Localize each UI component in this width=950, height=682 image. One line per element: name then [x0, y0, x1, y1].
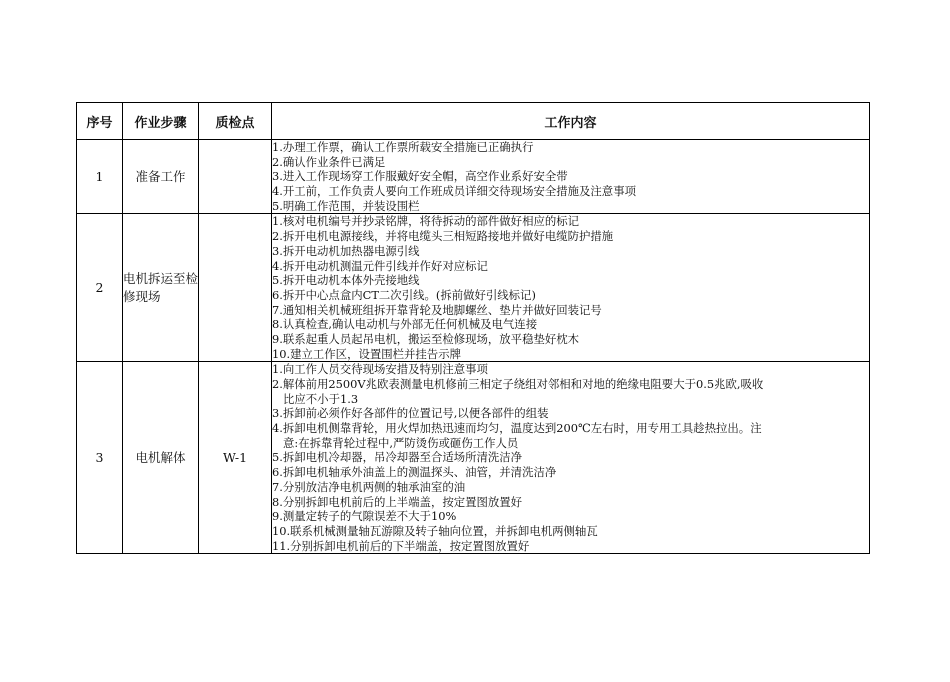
content-line: 9.联系起重人员起吊电机，搬运至检修现场，放平稳垫好枕木	[272, 331, 580, 346]
content-line: 4.开工前，工作负责人要向工作班成员详细交待现场安全措施及注意事项	[272, 184, 636, 199]
header-no: 序号	[77, 103, 123, 140]
header-qc: 质检点	[199, 103, 272, 140]
content-line: 4.拆开电动机测温元件引线并作好对应标记	[272, 258, 488, 273]
row-number: 3	[77, 362, 123, 554]
content-line: 5.拆开电动机本体外壳接地线	[272, 273, 420, 288]
row-number: 1	[77, 140, 123, 214]
content-line: 8.分别拆卸电机前后的上半端盖，按定置图放置好	[272, 494, 523, 509]
content-line: 3.进入工作现场穿工作服戴好安全帽，高空作业系好安全带	[272, 169, 568, 184]
table-row	[77, 140, 870, 214]
header-row	[77, 103, 870, 140]
header-content: 工作内容	[272, 103, 870, 140]
content-line: 9.测量定转子的气隙误差不大于10%	[272, 509, 457, 524]
table-row	[77, 214, 870, 362]
header-step: 作业步骤	[123, 103, 199, 140]
content-line: 6.拆开中心点盒内CT二次引线。(拆前做好引线标记)	[272, 287, 536, 302]
content-line: 7.分别放洁净电机两侧的轴承油室的油	[272, 479, 466, 494]
content-line: 10.建立工作区，设置围栏并挂告示牌	[272, 346, 461, 361]
qc-point	[199, 214, 272, 362]
step-name: 电机拆运至检修现场	[123, 214, 199, 362]
qc-point: W-1	[199, 362, 272, 554]
work-content	[272, 140, 870, 214]
content-line: 3.拆卸前必须作好各部件的位置记号,以便各部件的组装	[272, 406, 549, 421]
content-line: 8.认真检查,确认电动机与外部无任何机械及电气连接	[272, 317, 538, 332]
step-name: 电机解体	[123, 362, 199, 554]
content-line: 比应不小于1.3	[283, 391, 359, 406]
step-name: 准备工作	[123, 140, 199, 214]
content-line: 2.拆开电机电源接线，并将电缆头三相短路接地并做好电缆防护措施	[272, 229, 614, 244]
content-line: 意:在拆靠背轮过程中,严防烫伤或砸伤工作人员	[283, 435, 519, 450]
content-line: 11.分别拆卸电机前后的下半端盖，按定置图放置好	[272, 538, 530, 553]
content-line: 1.核对电机编号并抄录铭牌，将待拆动的部件做好相应的标记	[272, 214, 580, 229]
content-line: 4.拆卸电机侧靠背轮，用火焊加热迅速而均匀，温度达到200℃左右时，用专用工具趁热拉出。注	[272, 421, 762, 436]
work-content	[272, 362, 870, 554]
content-line: 1.向工作人员交待现场安措及特别注意事项	[272, 362, 488, 377]
content-line: 2.确认作业条件已满足	[272, 154, 386, 169]
content-line: 3.拆开电动机加热器电源引线	[272, 243, 420, 258]
work-procedure-table	[76, 102, 870, 554]
work-content	[272, 214, 870, 362]
content-line: 6.拆卸电机轴承外油盖上的测温探头、油管，并清洗洁净	[272, 465, 557, 480]
table-row	[77, 362, 870, 554]
content-line: 5.拆卸电机冷却器，吊冷却器至合适场所清洗洁净	[272, 450, 523, 465]
row-number: 2	[77, 214, 123, 362]
content-line: 7.通知相关机械班组拆开靠背轮及地脚螺丝、垫片并做好回装记号	[272, 302, 602, 317]
content-line: 10.联系机械测量轴瓦游隙及转子轴向位置，并拆卸电机两侧轴瓦	[272, 523, 598, 538]
qc-point	[199, 140, 272, 214]
content-line: 5.明确工作范围，并装设围栏	[272, 198, 420, 213]
content-line: 1.办理工作票，确认工作票所载安全措施已正确执行	[272, 140, 534, 154]
content-line: 2.解体前用2500V兆欧表测量电机修前三相定子绕组对邻相和对地的绝缘电阻要大于0.5兆欧,吸收	[272, 377, 764, 391]
